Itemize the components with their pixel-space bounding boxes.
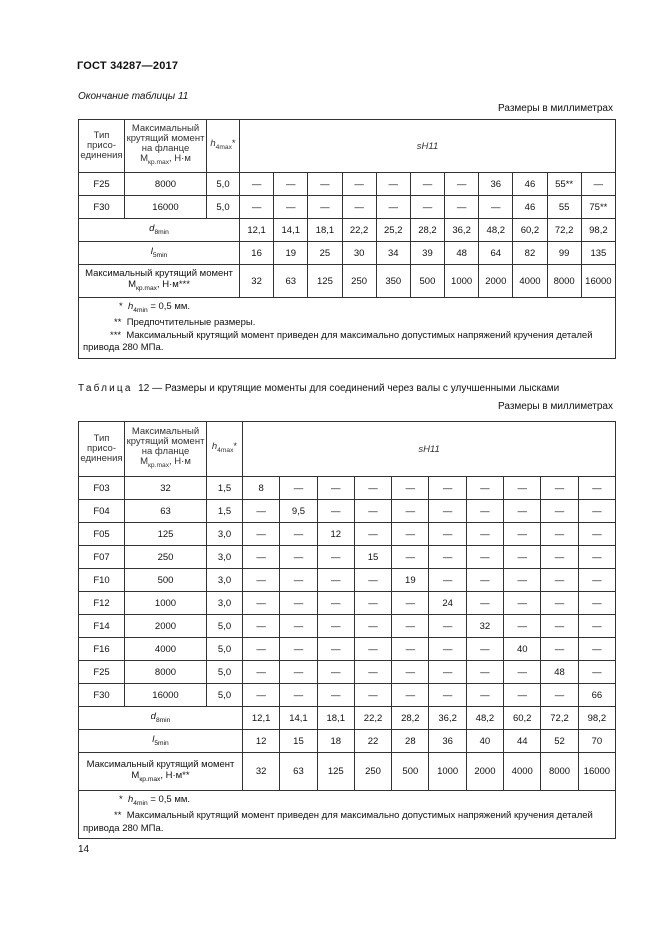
value-cell: — [317,500,354,523]
value-cell: 63 [280,753,317,791]
torque-cell: 8000 [125,661,207,684]
header-type-line: Тип [93,433,110,444]
value-cell: 98,2 [581,219,615,242]
value-cell: 12 [243,730,280,753]
table-row [79,638,616,661]
value-cell: — [429,523,466,546]
value-cell: — [479,196,513,219]
value-cell: — [308,173,342,196]
value-cell: 63 [274,265,308,298]
value-cell: — [317,684,354,707]
value-cell: 1000 [445,265,479,298]
value-cell: — [354,615,391,638]
value-cell: — [466,638,503,661]
value-cell: — [243,684,280,707]
value-cell: — [317,638,354,661]
value-cell: 28,2 [392,707,429,730]
table-row [79,196,616,219]
page-number: 14 [78,844,90,855]
header-torque-line: крутящий момент [126,133,205,145]
value-cell: 16 [240,242,274,265]
value-cell: — [541,477,578,500]
header-s-h11: sH11 [240,120,616,173]
value-cell: — [280,661,317,684]
header-type-line: единения [80,453,123,464]
value-cell: — [429,638,466,661]
h4max-cell: 1,5 [207,477,243,500]
value-cell: 72,2 [541,707,578,730]
value-cell: 34 [376,242,410,265]
footnotes-row [79,791,616,839]
value-cell: — [410,196,444,219]
footnote-2: ** Предпочтительные размеры. [114,317,256,329]
value-cell: — [274,173,308,196]
value-cell: — [429,615,466,638]
type-cell: F25 [79,661,125,684]
table-12 [78,421,616,839]
value-cell: 8000 [541,753,578,791]
l5min-row [79,730,616,753]
value-cell: 48,2 [479,219,513,242]
header-torque-line: на фланце [141,143,190,155]
value-cell: — [243,615,280,638]
torque-cell: 63 [125,500,207,523]
header-type-line: присо- [86,140,117,151]
value-cell: — [504,523,541,546]
h4max-cell: 5,0 [207,661,243,684]
value-cell: — [280,684,317,707]
table-11-units: Размеры в миллиметрах [498,103,613,114]
d8min-row [79,219,616,242]
table-header-row [79,422,616,477]
header-torque-cell [125,422,207,477]
max-torque-row [79,753,616,791]
value-cell: — [243,523,280,546]
value-cell: — [243,592,280,615]
value-cell: 22,2 [342,219,376,242]
value-cell: — [541,615,578,638]
value-cell: — [429,546,466,569]
value-cell: 55 [547,196,581,219]
footnote-1: * $h_{4min} = 0,5$ мм. [119,794,191,807]
value-cell: — [541,569,578,592]
table-row [79,546,616,569]
header-h4max-cell: $h_{4max}*$ [207,422,243,477]
value-cell: — [504,661,541,684]
value-cell: 250 [342,265,376,298]
value-cell: 18,1 [317,707,354,730]
value-cell: 64 [479,242,513,265]
value-cell: — [317,661,354,684]
value-cell: — [280,569,317,592]
value-cell: 250 [354,753,391,791]
value-cell: — [578,477,615,500]
value-cell: — [354,638,391,661]
header-torque-line: крутящий момент [126,436,205,448]
value-cell: — [280,477,317,500]
table-row [79,477,616,500]
value-cell: — [466,684,503,707]
h4max-cell: 1,5 [207,500,243,523]
value-cell: — [466,661,503,684]
footnote-3-continued: привода 280 МПа. [83,342,164,354]
table-12-footnotes [79,791,616,839]
value-cell: — [504,684,541,707]
h4max-cell: 3,0 [207,546,243,569]
max-torque-formula: $М_{кр.max}$, Н·м** [131,769,190,783]
value-cell: — [342,173,376,196]
table-11-continuation: Окончание таблицы 11 [78,91,189,102]
torque-cell: 500 [125,569,207,592]
value-cell: 8000 [547,265,581,298]
value-cell: 8 [243,477,280,500]
value-cell: — [541,638,578,661]
type-cell: F30 [79,684,125,707]
type-cell: F14 [79,615,125,638]
header-torque-line: Максимальный [131,426,200,438]
value-cell: 36,2 [429,707,466,730]
value-cell: 25 [308,242,342,265]
value-cell: — [429,569,466,592]
type-cell: F25 [79,173,125,196]
value-cell: 70 [578,730,615,753]
value-cell: 60,2 [513,219,547,242]
value-cell: — [429,500,466,523]
value-cell: 22,2 [354,707,391,730]
header-torque-formula: $М_{кр.max}$, Н·м [140,153,191,166]
value-cell: — [578,638,615,661]
torque-cell: 125 [125,523,207,546]
h4max-cell: 5,0 [207,684,243,707]
type-cell: F10 [79,569,125,592]
value-cell: — [466,546,503,569]
value-cell: — [445,196,479,219]
value-cell: — [541,592,578,615]
value-cell: 40 [466,730,503,753]
l5min-label: $l_{5min}$ [79,730,243,753]
value-cell: — [392,477,429,500]
torque-cell: 250 [125,546,207,569]
value-cell: 32 [466,615,503,638]
value-cell: — [392,592,429,615]
value-cell: — [541,546,578,569]
value-cell: — [240,173,274,196]
value-cell: 40 [504,638,541,661]
table-row [79,684,616,707]
value-cell: — [578,523,615,546]
value-cell: — [504,615,541,638]
value-cell: — [392,546,429,569]
max-torque-line: Максимальный крутящий момент [86,758,235,770]
h4max-cell: 5,0 [207,638,243,661]
value-cell: — [541,523,578,546]
table-row [79,500,616,523]
value-cell: — [376,173,410,196]
header-torque-line: на фланце [141,446,190,458]
value-cell: 55** [547,173,581,196]
table-header-row [79,120,616,173]
header-torque-line: Максимальный [131,123,200,135]
value-cell: 16000 [581,265,615,298]
max-torque-row [79,265,616,298]
value-cell: — [578,546,615,569]
document-id: ГОСТ 34287—2017 [77,60,179,72]
value-cell: — [274,196,308,219]
value-cell: 48 [445,242,479,265]
header-type-line: Тип [93,130,110,141]
value-cell: — [504,477,541,500]
value-cell: — [280,523,317,546]
value-cell: 66 [578,684,615,707]
value-cell: — [429,477,466,500]
value-cell: 60,2 [504,707,541,730]
value-cell: — [243,661,280,684]
max-torque-label [79,265,240,298]
header-torque-cell [125,120,207,173]
h4max-cell: 5,0 [207,196,240,219]
value-cell: 28 [392,730,429,753]
value-cell: — [578,615,615,638]
value-cell: — [354,523,391,546]
value-cell: 82 [513,242,547,265]
value-cell: — [243,546,280,569]
value-cell: — [354,500,391,523]
value-cell: — [504,546,541,569]
value-cell: 44 [504,730,541,753]
value-cell: 500 [392,753,429,791]
table-row [79,523,616,546]
value-cell: 16000 [578,753,615,791]
value-cell: — [392,684,429,707]
torque-cell: 2000 [125,615,207,638]
table-12-title: Таблица 12 — Размеры и крутящие моменты для соединений через валы с улучшенными лысками [78,383,560,394]
h4max-cell: 3,0 [207,523,243,546]
value-cell: — [392,615,429,638]
value-cell: 72,2 [547,219,581,242]
d8min-label: $d_{8min}$ [79,707,243,730]
type-cell: F30 [79,196,125,219]
header-type-cell [79,422,125,477]
value-cell: 28,2 [410,219,444,242]
value-cell: 19 [392,569,429,592]
value-cell: — [392,638,429,661]
value-cell: — [578,500,615,523]
value-cell: — [354,569,391,592]
value-cell: — [504,500,541,523]
type-cell: F05 [79,523,125,546]
torque-cell: 32 [125,477,207,500]
value-cell: 12 [317,523,354,546]
value-cell: — [317,592,354,615]
type-cell: F12 [79,592,125,615]
torque-cell: 4000 [125,638,207,661]
value-cell: — [504,569,541,592]
value-cell: 15 [280,730,317,753]
value-cell: — [429,684,466,707]
d8min-label: $d_{8min}$ [79,219,240,242]
value-cell: — [466,477,503,500]
header-s-h11: sH11 [243,422,616,477]
value-cell: — [354,661,391,684]
value-cell: — [280,615,317,638]
h4max-cell: 3,0 [207,592,243,615]
value-cell: — [354,477,391,500]
header-type-line: единения [80,150,123,161]
value-cell: — [243,569,280,592]
value-cell: — [578,592,615,615]
footnote-3: *** Максимальный крутящий момент приведен для максимально допустимых напряжений кручения деталей [110,329,593,341]
table-row [79,173,616,196]
value-cell: — [317,569,354,592]
value-cell: — [280,546,317,569]
footnote-2-continued: привода 280 МПа. [83,822,164,834]
max-torque-label [79,753,243,791]
value-cell: — [317,615,354,638]
torque-cell: 1000 [125,592,207,615]
value-cell: 24 [429,592,466,615]
value-cell: 1000 [429,753,466,791]
value-cell: — [466,592,503,615]
value-cell: — [240,196,274,219]
value-cell: 32 [243,753,280,791]
value-cell: — [466,569,503,592]
value-cell: — [308,196,342,219]
footnotes-row [79,298,616,359]
l5min-label: $l_{5min}$ [79,242,240,265]
h4max-cell: 5,0 [207,615,243,638]
value-cell: 99 [547,242,581,265]
table-11-footnotes [79,298,616,359]
type-cell: F04 [79,500,125,523]
type-cell: F16 [79,638,125,661]
table-12-units: Размеры в миллиметрах [498,401,613,412]
footnote-1: * $h_{4min} = 0,5$ мм. [119,301,191,314]
h4max-cell: 5,0 [207,173,240,196]
l5min-row [79,242,616,265]
value-cell: 125 [308,265,342,298]
value-cell: 2000 [466,753,503,791]
value-cell: 135 [581,242,615,265]
value-cell: 350 [376,265,410,298]
value-cell: 500 [410,265,444,298]
value-cell: 32 [240,265,274,298]
table-row [79,592,616,615]
value-cell: 30 [342,242,376,265]
value-cell: — [429,661,466,684]
torque-cell: 8000 [125,173,207,196]
value-cell: — [410,173,444,196]
table-11 [78,119,616,359]
max-torque-formula: $М_{кр.max}$, Н·м*** [128,279,190,292]
value-cell: 22 [354,730,391,753]
value-cell: 52 [541,730,578,753]
header-type-cell [79,120,125,173]
value-cell: 14,1 [280,707,317,730]
d8min-row [79,707,616,730]
value-cell: 39 [410,242,444,265]
value-cell: 36,2 [445,219,479,242]
header-h4max-cell: $h_{4max}*$ [207,120,240,173]
value-cell: 4000 [504,753,541,791]
value-cell: — [541,500,578,523]
value-cell: — [504,592,541,615]
value-cell: — [354,592,391,615]
table-row [79,569,616,592]
type-cell: F07 [79,546,125,569]
value-cell: — [317,546,354,569]
value-cell: — [354,684,391,707]
value-cell: — [445,173,479,196]
value-cell: 36 [429,730,466,753]
header-torque-formula: $М_{кр.max}$, Н·м [140,456,191,469]
value-cell: 125 [317,753,354,791]
value-cell: 48,2 [466,707,503,730]
value-cell: 19 [274,242,308,265]
value-cell: — [280,638,317,661]
value-cell: 15 [354,546,391,569]
value-cell: 12,1 [240,219,274,242]
value-cell: 18,1 [308,219,342,242]
footnote-2: ** Максимальный крутящий момент приведен для максимально допустимых напряжений кручения деталей [114,810,593,822]
value-cell: — [466,500,503,523]
value-cell: 14,1 [274,219,308,242]
value-cell: — [392,500,429,523]
value-cell: — [541,684,578,707]
value-cell: 2000 [479,265,513,298]
value-cell: — [280,592,317,615]
value-cell: — [581,173,615,196]
table-row [79,615,616,638]
value-cell: — [392,523,429,546]
value-cell: — [317,477,354,500]
value-cell: 25,2 [376,219,410,242]
value-cell: — [578,661,615,684]
value-cell: 46 [513,196,547,219]
value-cell: 46 [513,173,547,196]
value-cell: 48 [541,661,578,684]
value-cell: — [466,523,503,546]
value-cell: 98,2 [578,707,615,730]
value-cell: — [578,569,615,592]
torque-cell: 16000 [125,196,207,219]
value-cell: — [243,638,280,661]
value-cell: 4000 [513,265,547,298]
value-cell: 12,1 [243,707,280,730]
max-torque-line: Максимальный крутящий момент [85,268,233,280]
table-row [79,661,616,684]
value-cell: 18 [317,730,354,753]
type-cell: F03 [79,477,125,500]
header-type-line: присо- [86,443,117,454]
value-cell: — [243,500,280,523]
value-cell: — [376,196,410,219]
torque-cell: 16000 [125,684,207,707]
value-cell: 9,5 [280,500,317,523]
value-cell: — [392,661,429,684]
h4max-cell: 3,0 [207,569,243,592]
value-cell: 36 [479,173,513,196]
value-cell: — [342,196,376,219]
value-cell: 75** [581,196,615,219]
